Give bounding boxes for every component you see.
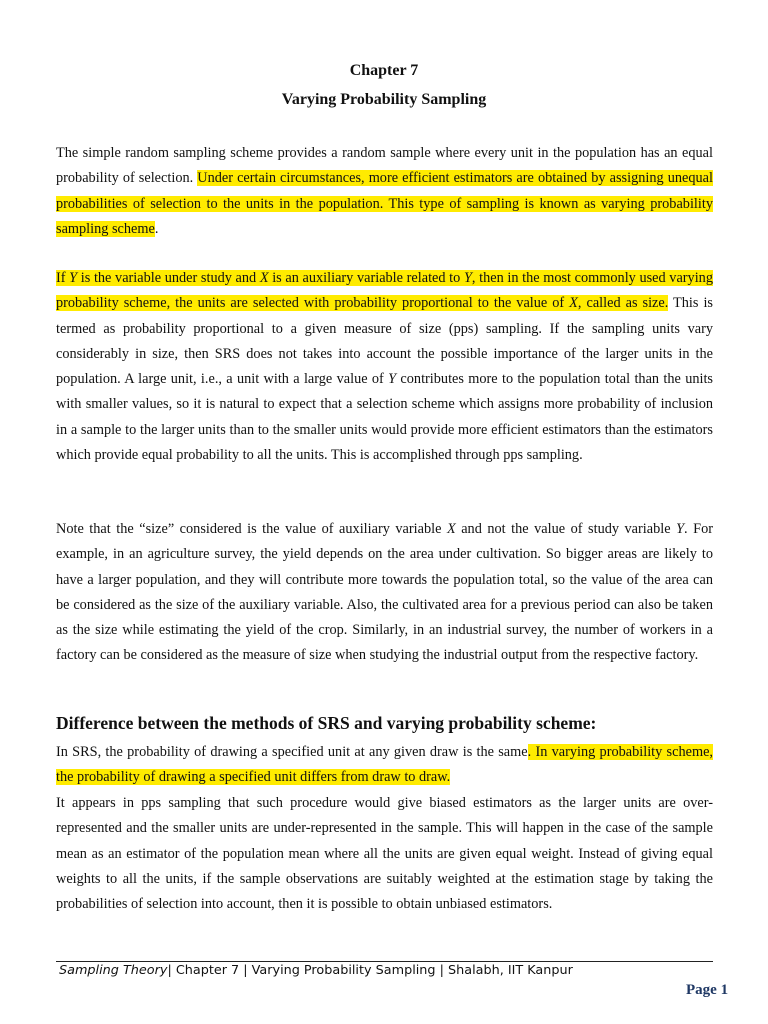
text-run: In SRS, the probability of drawing a specified unit at any given draw is the same [56, 744, 528, 760]
variable-x: X [259, 270, 269, 286]
text-run: If [56, 270, 70, 286]
variable-x: X [446, 521, 456, 537]
highlighted-text [56, 270, 713, 311]
chapter-title: Varying Probability Sampling [281, 91, 487, 108]
text-run: , called as size. [577, 295, 669, 312]
text-run: is an auxiliary variable related to [268, 270, 464, 286]
variable-y: Y [388, 371, 397, 388]
paragraph-srs-difference [56, 740, 713, 791]
footer-running-title [59, 963, 573, 978]
variable-y: Y [463, 270, 472, 286]
paragraph-intro [56, 141, 713, 242]
variable-y: Y [676, 521, 685, 537]
section-heading: Difference between the methods of SRS and varying probability scheme: [56, 713, 597, 733]
paragraph-pps-definition [56, 266, 713, 468]
highlighted-text: . In varying probability scheme, the probability of drawing a specified unit differs from draw to draw. [56, 744, 713, 786]
text-run: This is termed as probability proportional to a given measure of size (pps) sampling. If the sampling units vary considerably in size, then SRS does not takes into account the possible importance of the larger units in the population. A large unit, i.e., a unit with a large value of [56, 295, 713, 388]
text-run: and not the value of study variable [455, 521, 677, 537]
text-run: , then in the most commonly used varying probability scheme, the units are selected with probability proportional to the value of [56, 270, 713, 312]
highlighted-text: Under certain circumstances, more efficient estimators are obtained by assigning unequal probabilities of selection to the units in the population. This type of sampling is known as varying probability sampling scheme [56, 170, 713, 237]
text-run: Note that the “size” considered is the value of auxiliary variable [56, 521, 447, 537]
chapter-number: Chapter 7 [349, 62, 419, 79]
text-run: . [154, 220, 159, 237]
paragraph-size-note [56, 517, 713, 669]
text-run: is the variable under study and [77, 270, 260, 286]
variable-x: X [569, 295, 578, 312]
text-run: . For example, in an agriculture survey, the yield depends on the area under cultivation. So bigger areas are likely to have a larger population, and they will contribute more towards the population total, so the value of the area can be considered as the size of the auxiliary variable. Also, the cultivated area for a previous period can also be taken as the size while estimating the yield of the crop. Similarly, in an industrial survey, the number of workers in a factory can be considered as the measure of size when studying the industrial output from the respective factory. [56, 521, 713, 664]
footer-chapter-info: | Chapter 7 | Varying Probability Sampling | Shalabh, IIT Kanpur [167, 963, 573, 978]
variable-y: Y [69, 270, 78, 286]
page-number: Page 1 [686, 982, 729, 998]
footer-book-title: Sampling Theory [59, 963, 168, 978]
paragraph-bias: It appears in pps sampling that such procedure would give biased estimators as the larger units are over-represented and the smaller units are under-represented in the sample. This will happen in the case of the sample mean as an estimator of the population mean where all the units are given equal weight. Instead of giving equal weights to all the units, if the sample observations are suitably weighted at the estimation stage by taking the probabilities of selection into account, then it is possible to obtain unbiased estimators. [56, 795, 713, 913]
text-run: contributes more to the population total than the units with smaller values, so it is natural to expect that a selection scheme which assigns more probability of inclusion in a sample to the larger units than to the smaller units would provide more efficient estimators than the estimators which provide equal probability to all the units. This is accomplished through pps sampling. [56, 371, 713, 464]
footer-divider [56, 961, 713, 962]
text-run: The simple random sampling scheme provides a random sample where every unit in the population has an equal probability of selection. [56, 145, 713, 187]
